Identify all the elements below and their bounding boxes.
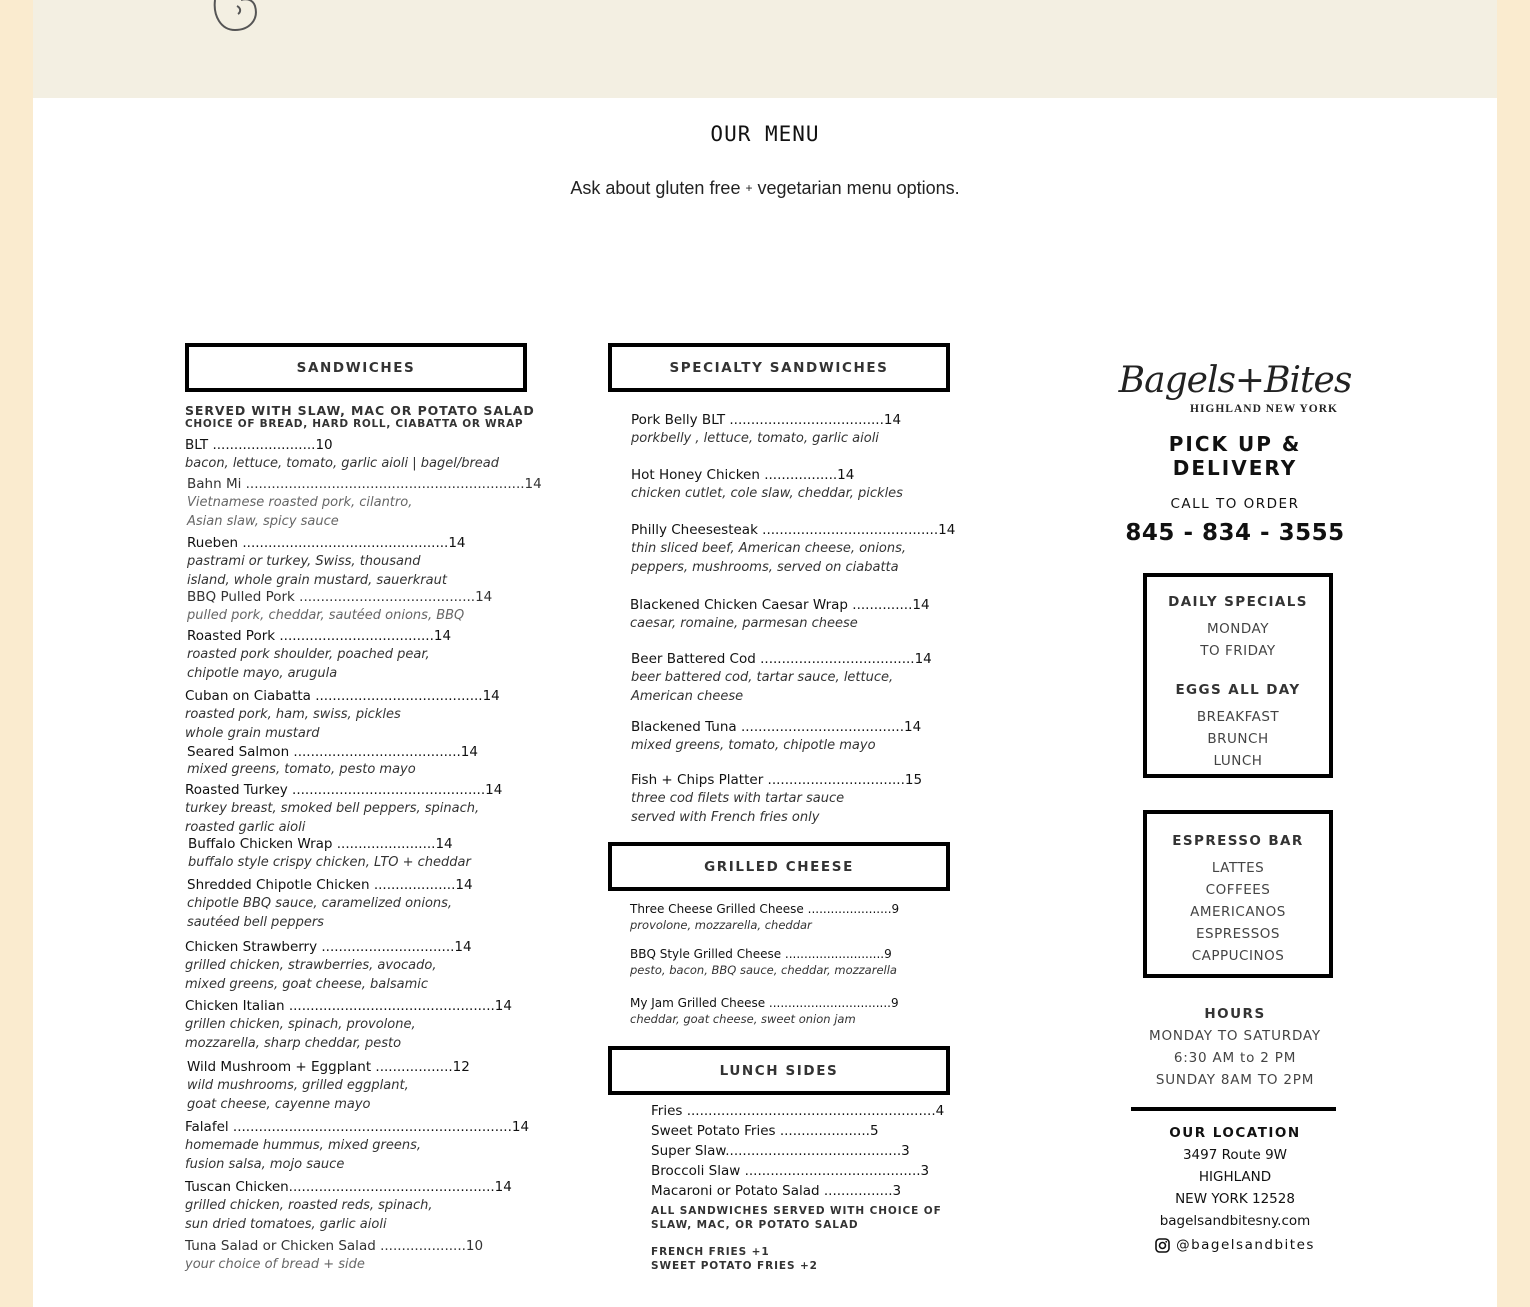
- location-line-3: NEW YORK 12528: [1175, 1191, 1295, 1207]
- hours-line-1: MONDAY TO SATURDAY: [1149, 1028, 1321, 1044]
- sandwich-item: [187, 627, 451, 683]
- item-name: Cuban on Ciabatta .......................................14: [185, 688, 500, 704]
- sandwich-item: [185, 687, 500, 743]
- item-desc: thin sliced beef, American cheese, onions, peppers, mushrooms, served on ciabatta: [631, 541, 907, 575]
- logo-script: Bagels+Bites: [1118, 360, 1352, 401]
- side-item: Fries ..........................................................4: [651, 1103, 945, 1119]
- item-desc: pastrami or turkey, Swiss, thousand island, whole grain mustard, sauerkraut: [187, 554, 447, 588]
- eggs-item: BRUNCH: [1207, 731, 1269, 747]
- specialty-item: [631, 521, 955, 577]
- espresso-item: COFFEES: [1205, 882, 1271, 898]
- espresso-item: ESPRESSOS: [1196, 926, 1280, 942]
- sides-note-1: ALL SANDWICHES SERVED WITH CHOICE OF SLAW, MAC, OR POTATO SALAD: [651, 1205, 942, 1231]
- item-desc: grilled chicken, roasted reds, spinach, sun dried tomatoes, garlic aioli: [185, 1198, 433, 1232]
- espresso-bar-box: [1143, 810, 1333, 978]
- specialty-heading: SPECIALTY SANDWICHES: [608, 343, 950, 392]
- pickup-text: PICK UP &: [1168, 432, 1302, 456]
- page: [33, 0, 1497, 1307]
- item-desc: chipotle BBQ sauce, caramelized onions, sautéed bell peppers: [187, 896, 453, 930]
- item-desc: pesto, bacon, BBQ sauce, cheddar, mozzarella: [630, 963, 897, 977]
- item-desc: chicken cutlet, cole slaw, cheddar, pickles: [631, 486, 903, 501]
- specialty-item: [631, 650, 932, 706]
- specialty-item: [631, 411, 901, 448]
- item-desc: mixed greens, tomato, pesto mayo: [187, 762, 416, 777]
- hours-line-3: SUNDAY 8AM TO 2PM: [1155, 1072, 1315, 1088]
- item-desc: three cod filets with tartar sauce served with French fries only: [631, 791, 845, 825]
- logo-subtitle: HIGHLAND NEW YORK: [1190, 403, 1338, 415]
- item-name: Bahn Mi .................................................................14: [187, 476, 542, 492]
- item-desc: wild mushrooms, grilled eggplant, goat cheese, cayenne mayo: [187, 1078, 409, 1112]
- item-desc: pulled pork, cheddar, sautéed onions, BBQ: [187, 608, 465, 623]
- item-desc: homemade hummus, mixed greens, fusion salsa, mojo sauce: [185, 1138, 422, 1172]
- item-name: Wild Mushroom + Eggplant ..................12: [187, 1059, 470, 1075]
- top-band: [33, 0, 1497, 98]
- lunch-sides-list: [651, 1101, 944, 1201]
- item-name: Roasted Pork ....................................14: [187, 628, 452, 644]
- sandwich-item: [185, 1178, 512, 1234]
- item-name: Pork Belly BLT ....................................14: [631, 412, 902, 428]
- item-name: My Jam Grilled Cheese ................................9: [630, 996, 899, 1010]
- menu-title: OUR MENU: [710, 122, 820, 146]
- item-name: Shredded Chipotle Chicken ...................14: [187, 877, 473, 893]
- location-heading: OUR LOCATION: [1169, 1125, 1301, 1141]
- eggs-item: LUNCH: [1213, 753, 1263, 769]
- item-desc: buffalo style crispy chicken, LTO + cheddar: [188, 855, 471, 870]
- item-name: Tuna Salad or Chicken Salad ....................10: [185, 1238, 484, 1254]
- sandwich-item: [185, 1237, 483, 1274]
- eggs-all-day-heading: EGGS ALL DAY: [1175, 682, 1301, 698]
- item-desc: roasted pork, ham, swiss, pickles whole grain mustard: [185, 707, 401, 741]
- item-desc: roasted pork shoulder, poached pear, chipotle mayo, arugula: [187, 647, 430, 681]
- side-item: Broccoli Slaw .........................................3: [651, 1163, 930, 1179]
- espresso-item: AMERICANOS: [1190, 904, 1286, 920]
- item-name: Fish + Chips Platter ................................15: [631, 772, 923, 788]
- espresso-heading: ESPRESSO BAR: [1172, 833, 1304, 849]
- sandwiches-heading: SANDWICHES: [185, 343, 527, 392]
- specialty-item: [631, 718, 921, 755]
- item-name: Seared Salmon .......................................14: [187, 744, 478, 760]
- grilled-cheese-item: [630, 946, 897, 978]
- item-desc: grilled chicken, strawberries, avocado, mixed greens, goat cheese, balsamic: [185, 958, 437, 992]
- instagram-handle: @bagelsandbites: [1176, 1237, 1315, 1253]
- grilled-cheese-item: [630, 995, 899, 1027]
- swirl-icon: [211, 0, 301, 40]
- item-name: Tuscan Chicken................................................14: [185, 1179, 512, 1195]
- item-name: Hot Honey Chicken .................14: [631, 467, 855, 483]
- grilled-cheese-heading: GRILLED CHEESE: [608, 842, 950, 891]
- subtitle-text-1: Ask about gluten free: [570, 178, 741, 198]
- sandwich-item: [185, 781, 502, 837]
- pickup-delivery: [1115, 432, 1355, 480]
- item-desc: bacon, lettuce, tomato, garlic aioli | bagel/bread: [185, 456, 500, 471]
- sandwich-item: [188, 835, 471, 872]
- item-desc: caesar, romaine, parmesan cheese: [630, 616, 858, 631]
- item-desc: beer battered cod, tartar sauce, lettuce, American cheese: [631, 670, 894, 704]
- sandwich-item: [187, 745, 478, 779]
- item-name: Rueben ................................................14: [187, 535, 466, 551]
- sandwich-item: [187, 1058, 470, 1114]
- espresso-item: CAPPUCINOS: [1191, 948, 1285, 964]
- sandwich-item: [185, 436, 499, 473]
- daily-specials-heading: DAILY SPECIALS: [1168, 594, 1308, 610]
- delivery-text: DELIVERY: [1172, 456, 1298, 480]
- item-desc: Vietnamese roasted pork, cilantro, Asian slaw, spicy sauce: [187, 495, 413, 529]
- sandwich-item: [187, 534, 466, 590]
- brand-logo: [1115, 360, 1355, 420]
- item-name: Beer Battered Cod ....................................14: [631, 651, 932, 667]
- instagram-link[interactable]: [1115, 1237, 1355, 1253]
- hours-line-2: 6:30 AM to 2 PM: [1173, 1050, 1297, 1066]
- location-line-1: 3497 Route 9W: [1182, 1147, 1288, 1163]
- item-name: Roasted Turkey .............................................14: [185, 782, 503, 798]
- sandwich-item: [185, 997, 512, 1053]
- sandwich-item: [187, 475, 542, 531]
- hours-heading: HOURS: [1204, 1006, 1266, 1022]
- item-desc: mixed greens, tomato, chipotle mayo: [631, 738, 876, 753]
- subtitle-text-2: vegetarian menu options.: [757, 178, 960, 198]
- item-name: Blackened Chicken Caesar Wrap ..............14: [630, 597, 930, 613]
- item-name: Falafel .................................................................14: [185, 1119, 530, 1135]
- specialty-item: [630, 596, 930, 633]
- item-desc: porkbelly , lettuce, tomato, garlic aioli: [631, 431, 879, 446]
- sandwich-item: [187, 588, 492, 625]
- item-name: Chicken Strawberry ...............................14: [185, 939, 472, 955]
- specialty-item: [631, 771, 922, 827]
- item-name: BBQ Pulled Pork .........................................14: [187, 589, 493, 605]
- call-to-order: CALL TO ORDER: [1170, 496, 1300, 512]
- grilled-cheese-item: [630, 901, 899, 933]
- sandwiches-note-2: CHOICE OF BREAD, HARD ROLL, CIABATTA OR WRAP: [185, 418, 524, 430]
- daily-specials-line-2: TO FRIDAY: [1200, 643, 1276, 659]
- item-name: Buffalo Chicken Wrap .......................14: [188, 836, 453, 852]
- item-name: BBQ Style Grilled Cheese ..........................9: [630, 947, 892, 961]
- daily-specials-box: [1143, 573, 1333, 778]
- item-name: BLT ........................10: [185, 437, 333, 453]
- website-link[interactable]: bagelsandbitesny.com: [1159, 1213, 1311, 1229]
- eggs-item: BREAKFAST: [1196, 709, 1280, 725]
- item-name: Three Cheese Grilled Cheese ......................9: [630, 902, 900, 916]
- sandwiches-note-1: SERVED WITH SLAW, MAC OR POTATO SALAD: [185, 403, 535, 418]
- side-item: Super Slaw.........................................3: [651, 1143, 910, 1159]
- espresso-item: LATTES: [1211, 860, 1265, 876]
- side-item: Sweet Potato Fries .....................5: [651, 1123, 879, 1139]
- sandwich-item: [185, 938, 472, 994]
- location-line-2: HIGHLAND: [1198, 1169, 1272, 1185]
- item-name: Chicken Italian ................................................14: [185, 998, 512, 1014]
- daily-specials-line-1: MONDAY: [1207, 621, 1269, 637]
- item-desc: your choice of bread + side: [185, 1257, 365, 1272]
- item-name: Philly Cheesesteak .........................................14: [631, 522, 956, 538]
- lunch-sides-heading: LUNCH SIDES: [608, 1046, 950, 1095]
- divider: [1131, 1107, 1336, 1111]
- side-item: Macaroni or Potato Salad ................3: [651, 1183, 902, 1199]
- item-desc: provolone, mozzarella, cheddar: [630, 918, 812, 932]
- sandwich-item: [185, 1118, 529, 1174]
- item-desc: cheddar, goat cheese, sweet onion jam: [630, 1012, 856, 1026]
- subtitle-plus: +: [745, 181, 753, 195]
- sides-note-2: FRENCH FRIES +1 SWEET POTATO FRIES +2: [651, 1246, 818, 1272]
- sandwich-item: [187, 876, 473, 932]
- menu-subtitle: [33, 178, 1497, 199]
- item-desc: grillen chicken, spinach, provolone, mozzarella, sharp cheddar, pesto: [185, 1017, 416, 1051]
- item-name: Blackened Tuna ......................................14: [631, 719, 922, 735]
- phone-number[interactable]: 845 - 834 - 3555: [1125, 520, 1345, 546]
- hours-block: [1115, 1003, 1355, 1091]
- instagram-icon: [1155, 1238, 1170, 1253]
- specialty-item: [631, 466, 903, 503]
- location-block: [1115, 1122, 1355, 1232]
- item-desc: turkey breast, smoked bell peppers, spinach, roasted garlic aioli: [185, 801, 480, 835]
